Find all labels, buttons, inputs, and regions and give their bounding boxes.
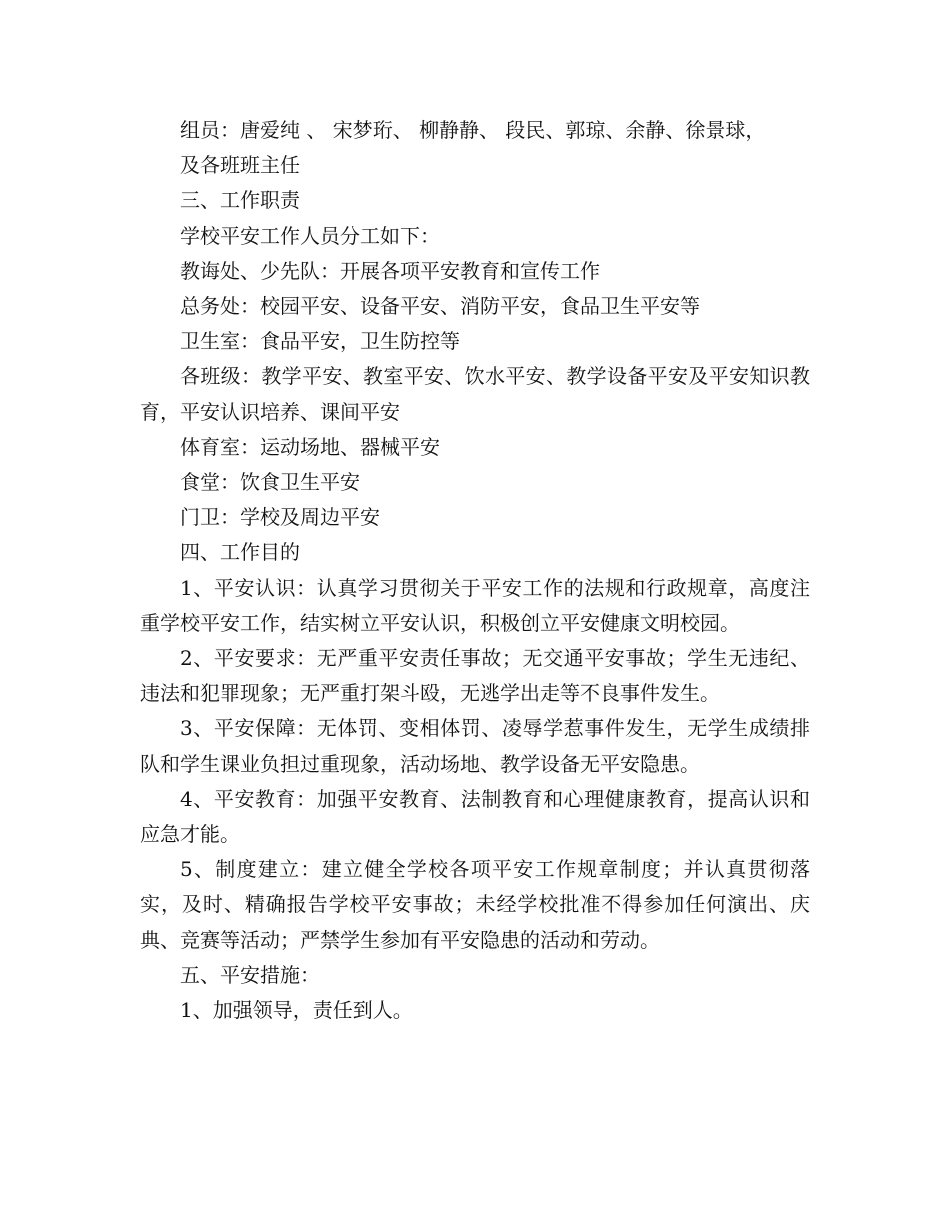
paragraph-duty-intro: 学校平安工作人员分工如下： <box>180 223 440 248</box>
paragraph-goal-awareness: 1、平安认识：认真学习贯彻关于平安工作的法规和行政规章，高度注重学校平安工作，结实树立平安认识，积极创立平安健康文明校园。 <box>140 575 810 635</box>
paragraph-goal-requirements: 2、平安要求：无严重平安责任事故；无交通平安事故；学生无违纪、违法和犯罪现象；无严重打架斗殴，无逃学出走等不良事件发生。 <box>140 646 810 706</box>
paragraph-duty-canteen: 食堂：饮食卫生平安 <box>180 470 360 495</box>
document-body <box>140 113 810 1028</box>
paragraph-duty-health-room: 卫生室：食品平安，卫生防控等 <box>180 329 460 354</box>
paragraph-measure-leadership: 1、加强领导，责任到人。 <box>180 998 413 1023</box>
paragraph-goal-guarantee: 3、平安保障：无体罚、变相体罚、凌辱学惹事件发生，无学生成绩排队和学生课业负担过重现象，活动场地、教学设备无平安隐患。 <box>140 716 810 776</box>
paragraph-duty-teaching-office: 教诲处、少先队：开展各项平安教育和宣传工作 <box>180 258 600 283</box>
section-heading-measures: 五、平安措施： <box>180 962 320 987</box>
paragraph-duty-general-affairs: 总务处：校园平安、设备平安、消防平安，食品卫生平安等 <box>180 294 700 319</box>
section-heading-goals: 四、工作目的 <box>180 540 300 565</box>
section-heading-duties: 三、工作职责 <box>180 188 300 213</box>
paragraph-class-teachers: 及各班班主任 <box>180 153 300 178</box>
paragraph-team-members: 组员：唐爱纯 、 宋梦珩、 柳静静、 段民、郭琼、余静、徐景球， <box>180 118 766 142</box>
paragraph-goal-system: 5、制度建立：建立健全学校各项平安工作规章制度；并认真贯彻落实，及时、精确报告学校平安事故；未经学校批准不得参加任何演出、庆典、竞赛等活动；严禁学生参加有平安隐患的活动和劳动。 <box>140 857 810 952</box>
paragraph-duty-classes: 各班级：教学平安、教室平安、饮水平安、教学设备平安及平安知识教育，平安认识培养、课间平安 <box>140 364 810 424</box>
paragraph-duty-sports-room: 体育室：运动场地、器械平安 <box>180 434 440 459</box>
paragraph-duty-gatekeeper: 门卫：学校及周边平安 <box>180 505 380 530</box>
paragraph-goal-education: 4、平安教育：加强平安教育、法制教育和心理健康教育，提高认识和应急才能。 <box>140 786 810 847</box>
